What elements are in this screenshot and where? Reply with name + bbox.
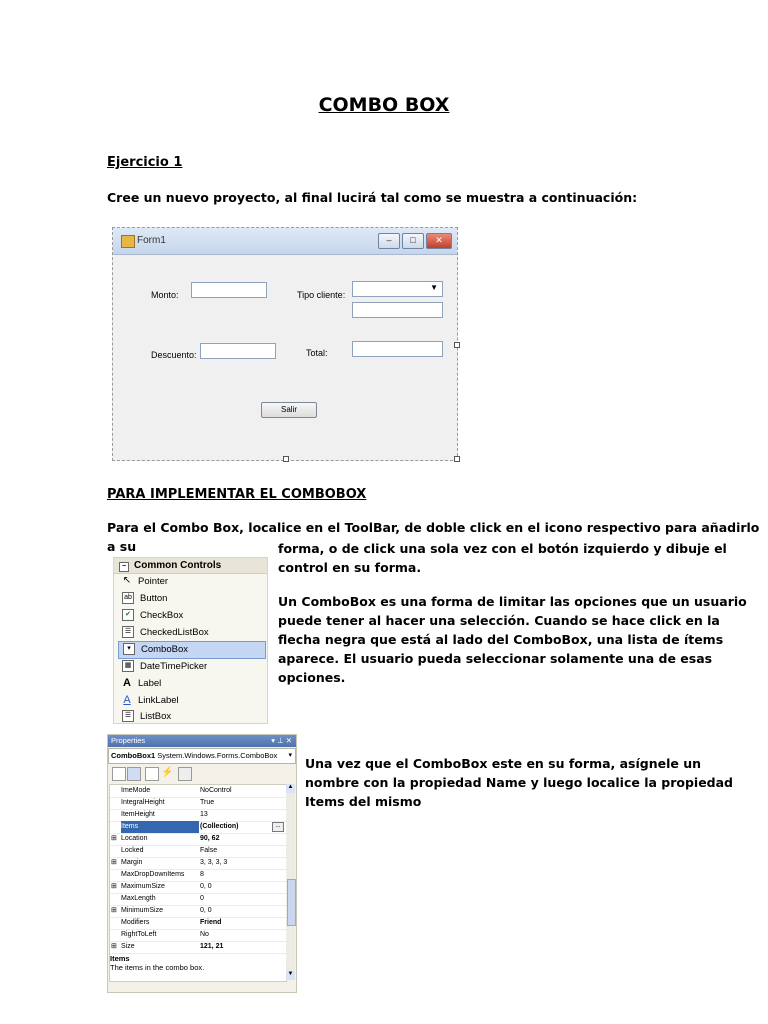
paragraph-1-line-1: Para el Combo Box, localice en el ToolBar, de doble click en el icono respectivo para añadirlo a su	[107, 520, 760, 554]
property-name: Modifiers	[121, 919, 150, 926]
property-row[interactable]	[110, 941, 286, 954]
scroll-up-icon[interactable]: ▲	[286, 784, 295, 793]
property-name: RightToLeft	[121, 931, 157, 938]
paragraph-2-line: Un ComboBox es una forma de limitar las opciones que un usuario	[278, 594, 747, 609]
checkbox-icon: ✔	[122, 609, 134, 621]
paragraph-2-line: aparece. El usuario pueda seleccionar solamente una de esas	[278, 651, 713, 666]
property-row[interactable]	[110, 845, 286, 858]
property-name: Location	[121, 835, 148, 842]
form1-window	[112, 227, 458, 461]
expand-icon[interactable]: ⊞	[111, 859, 117, 866]
property-name: MaxDropDownItems	[121, 871, 185, 878]
toolbox-item-label: ComboBox	[141, 644, 188, 655]
tipo-cliente-label: Tipo cliente:	[297, 290, 346, 300]
paragraph-3-line: Items del mismo	[305, 794, 422, 809]
property-name: MinimumSize	[121, 907, 164, 914]
toolbox-item-label: Button	[140, 593, 168, 604]
window-controls-icon[interactable]: ▾ ⊥ ✕	[271, 736, 292, 745]
expand-icon[interactable]: ⊞	[111, 943, 117, 950]
property-name: ItemHeight	[121, 811, 155, 818]
property-value[interactable]: 90, 62	[200, 835, 220, 842]
toolbox-item-combobox[interactable]	[118, 641, 266, 659]
toolbox-item-linklabel[interactable]	[118, 693, 264, 709]
property-name: Locked	[121, 847, 144, 854]
toolbox-item-label: CheckedListBox	[140, 627, 209, 638]
property-row[interactable]	[110, 833, 286, 846]
property-name: IntegralHeight	[121, 799, 165, 806]
object-name: ComboBox1	[111, 751, 156, 760]
intro-text: Cree un nuevo proyecto, al final lucirá tal como se muestra a continuación:	[107, 190, 638, 205]
toolbox-item-label: DateTimePicker	[140, 661, 208, 672]
property-value[interactable]: 8	[200, 871, 204, 878]
property-value[interactable]: 13	[200, 811, 208, 818]
properties-title: Properties	[111, 736, 146, 745]
toolbox-item-listbox[interactable]	[118, 709, 264, 725]
window-title: Form1	[137, 235, 166, 246]
chevron-down-icon[interactable]: ▾	[288, 752, 292, 759]
resize-handle-bottom[interactable]	[283, 456, 289, 462]
property-value[interactable]: 3, 3, 3, 3	[200, 859, 228, 866]
property-name: ImeMode	[121, 787, 151, 794]
property-row[interactable]	[110, 869, 286, 882]
toolbox-item-label[interactable]	[118, 676, 264, 692]
properties-toolbar	[108, 765, 296, 782]
property-value[interactable]: No	[200, 931, 209, 938]
alphabetical-icon[interactable]	[127, 767, 141, 781]
property-pages-icon[interactable]	[178, 767, 192, 781]
calendar-icon: ▦	[122, 660, 134, 672]
total-input[interactable]	[352, 341, 443, 357]
listbox-icon: ☰	[122, 710, 134, 722]
label-icon: A	[123, 677, 131, 690]
toolbox-item-checkbox[interactable]	[118, 608, 264, 624]
property-value[interactable]: 0, 0	[200, 907, 212, 914]
property-row[interactable]	[110, 905, 286, 918]
property-value[interactable]: 0	[200, 895, 204, 902]
property-row[interactable]	[110, 821, 286, 834]
monto-input[interactable]	[191, 282, 267, 298]
paragraph-2-line: puede tener al hacer una selección. Cuando se hace click en la	[278, 613, 720, 628]
descuento-label: Descuento:	[151, 350, 197, 360]
toolbox-item-pointer[interactable]	[118, 574, 264, 590]
property-name: MaxLength	[121, 895, 156, 902]
button-icon: ab	[122, 592, 134, 604]
toolbox-item-button[interactable]	[118, 591, 264, 607]
object-selector[interactable]	[108, 748, 296, 764]
checkedlistbox-icon: ☰	[122, 626, 134, 638]
paragraph-3	[305, 754, 733, 811]
paragraph-3-line: nombre con la propiedad Name y luego localice la propiedad	[305, 775, 734, 790]
property-value[interactable]: 121, 21	[200, 943, 224, 950]
exercise-heading: Ejercicio 1	[107, 155, 183, 170]
combobox-icon: ▾	[123, 643, 135, 655]
property-value[interactable]: NoControl	[200, 787, 232, 794]
property-grid	[109, 784, 287, 982]
scrollbar-thumb[interactable]	[287, 879, 296, 926]
property-value[interactable]: True	[200, 799, 215, 806]
toolbox-panel	[113, 557, 268, 724]
property-row[interactable]	[110, 809, 286, 822]
descuento-input[interactable]	[200, 343, 276, 359]
toolbox-item-checkedlistbox[interactable]	[118, 625, 264, 641]
page-title: COMBO BOX	[318, 94, 450, 116]
maximize-button[interactable]: □	[402, 233, 424, 249]
property-name: MaximumSize	[121, 883, 165, 890]
property-name: Size	[121, 943, 135, 950]
expand-icon[interactable]: ⊞	[111, 907, 117, 914]
property-row[interactable]	[110, 929, 286, 942]
property-description	[110, 954, 294, 972]
property-row[interactable]	[110, 857, 286, 870]
paragraph-1-line-3: control en su forma.	[278, 560, 422, 575]
properties-panel	[107, 734, 297, 993]
property-grid-scrollbar[interactable]	[286, 784, 295, 980]
property-value[interactable]: 0, 0	[200, 883, 212, 890]
toolbox-item-label: Label	[138, 678, 162, 689]
scroll-down-icon[interactable]: ▼	[286, 971, 295, 980]
expand-icon[interactable]: ⊞	[111, 835, 117, 842]
expand-icon[interactable]: ⊞	[111, 883, 117, 890]
categorized-icon[interactable]	[112, 767, 126, 781]
toolbox-header[interactable]	[114, 558, 267, 574]
paragraph-2-line: opciones.	[278, 670, 346, 685]
resize-handle-corner[interactable]	[454, 456, 460, 462]
property-value[interactable]: (Collection)	[200, 823, 239, 830]
property-name: Items	[121, 821, 199, 833]
property-value[interactable]: Friend	[200, 919, 222, 926]
toolbox-item-label: LinkLabel	[138, 695, 179, 706]
object-type: System.Windows.Forms.ComboBox	[157, 751, 278, 760]
minimize-button[interactable]: –	[378, 233, 400, 249]
window-titlebar	[113, 228, 457, 255]
paragraph-2	[278, 592, 747, 687]
close-button[interactable]: ✕	[426, 233, 452, 249]
description-title: Items	[110, 954, 130, 963]
linklabel-icon: A	[123, 694, 131, 707]
pointer-icon: ↖	[122, 575, 132, 587]
property-name: Margin	[121, 859, 143, 866]
monto-label: Monto:	[151, 290, 179, 300]
description-text: The items in the combo box.	[110, 963, 205, 972]
events-icon[interactable]: ⚡	[161, 767, 174, 778]
total-label: Total:	[306, 348, 328, 358]
dropdown-arrow-icon[interactable]: ▼	[430, 283, 438, 292]
salir-button[interactable]: Salir	[261, 402, 317, 418]
toolbox-item-label: CheckBox	[140, 610, 184, 621]
property-row[interactable]	[110, 797, 286, 810]
paragraph-2-line: flecha negra que está al lado del ComboBox, una lista de ítems	[278, 632, 724, 647]
properties-icon[interactable]	[145, 767, 159, 781]
toolbox-item-label: Pointer	[138, 576, 169, 587]
tipo-cliente-combobox[interactable]	[352, 281, 443, 297]
collapse-icon[interactable]: −	[119, 562, 129, 572]
section-heading: PARA IMPLEMENTAR EL COMBOBOX	[107, 487, 367, 502]
descuento-output-box[interactable]	[352, 302, 443, 318]
properties-titlebar	[108, 735, 296, 747]
resize-handle-right[interactable]	[454, 342, 460, 348]
toolbox-item-datetimepicker[interactable]	[118, 659, 264, 675]
form-icon	[121, 235, 135, 248]
toolbox-item-label: ListBox	[140, 711, 172, 722]
paragraph-1-line-2: forma, o de click una sola vez con el botón izquierdo y dibuje el	[278, 541, 727, 556]
property-row[interactable]	[110, 893, 286, 906]
property-row[interactable]	[110, 785, 286, 798]
property-row[interactable]	[110, 881, 286, 894]
paragraph-3-line: Una vez que el ComboBox este en su forma, asígnele un	[305, 756, 702, 771]
ellipsis-button[interactable]: ...	[272, 822, 284, 832]
property-row[interactable]	[110, 917, 286, 930]
property-value[interactable]: False	[200, 847, 218, 854]
toolbox-header-label: Common Controls	[134, 560, 222, 571]
